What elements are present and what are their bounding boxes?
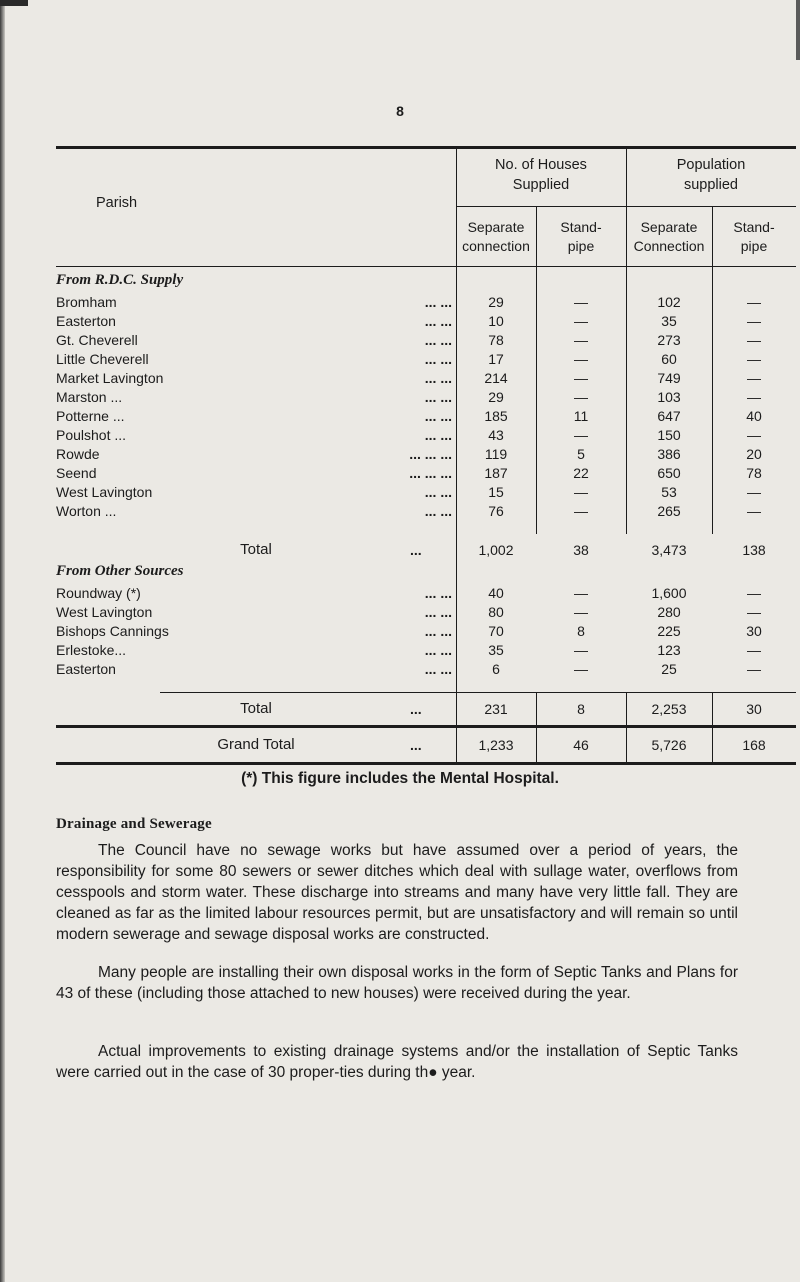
table-cell: 35 — [488, 642, 504, 658]
paragraph: Many people are installing their own disposal works in the form of Septic Tanks and Plans for 43 of these (including those attached to new houses) were received during the year. — [56, 964, 738, 1002]
table-cell: 647 — [657, 408, 681, 424]
total-cell: 3,473 — [651, 542, 687, 558]
table-cell: 80 — [488, 604, 504, 620]
parish-name: Easterton — [56, 661, 116, 677]
parish-name: Easterton — [56, 313, 116, 329]
table-cell: — — [747, 604, 761, 620]
table-cell: — — [747, 370, 761, 386]
header-population-line2: supplied — [683, 177, 738, 193]
table-cell: — — [574, 332, 588, 348]
paragraph: The Council have no sewage works but have assumed over a period of years, the responsibility for some 80 sewers or sewer ditches which deal with sullage water, overflows from cesspools and storm water. These discharge into streams and many have very little fall. They are cleaned as far as the limited labour resources permit, but are unsatisfactory and will remain so until modern sewerage and sewage disposal works are constructed. — [56, 842, 738, 943]
table-cell: — — [574, 427, 588, 443]
table-cell: — — [574, 585, 588, 601]
table-cell: — — [747, 389, 761, 405]
leader-dots: ... — [410, 701, 422, 717]
parish-name: Poulshot ... — [56, 427, 127, 443]
subheader-population-standpipe-1: Stand- — [733, 219, 775, 235]
total-cell: 38 — [573, 542, 589, 558]
table-cell: 123 — [657, 642, 681, 658]
parish-name: Marston ... — [56, 389, 123, 405]
leader-dots: ... ... — [424, 503, 452, 519]
total-cell: 8 — [577, 701, 585, 717]
total-cell: 46 — [573, 737, 589, 753]
table-cell: 53 — [661, 484, 677, 500]
leader-dots: ... ... — [424, 351, 452, 367]
table-cell: — — [574, 389, 588, 405]
header-houses-line1: No. of Houses — [495, 157, 587, 173]
parish-name: Bishops Cannings — [56, 623, 169, 639]
table-footnote: (*) This figure includes the Mental Hospital. — [241, 770, 559, 787]
total-cell: 2,253 — [651, 701, 687, 717]
table-cell: 150 — [657, 427, 681, 443]
parish-name: Market Lavington — [56, 370, 164, 386]
leader-dots: ... ... — [424, 661, 452, 677]
subheader-houses-separate-2: connection — [462, 238, 530, 254]
total-cell: 231 — [484, 701, 508, 717]
table-cell: 386 — [657, 446, 681, 462]
table-cell: 70 — [488, 623, 504, 639]
table-cell: 119 — [484, 446, 508, 462]
parish-name: Worton ... — [56, 503, 117, 519]
grand-total-top-rule — [56, 725, 796, 728]
table-cell: 30 — [746, 623, 762, 639]
leader-dots: ... ... — [424, 332, 452, 348]
table-cell: 35 — [661, 313, 677, 329]
table-cell: 17 — [488, 351, 504, 367]
table-cell: — — [574, 503, 588, 519]
table-cell: 22 — [573, 465, 589, 481]
leader-dots: ... ... — [424, 427, 452, 443]
table-cell: — — [747, 661, 761, 677]
table-cell: — — [574, 351, 588, 367]
leader-dots: ... ... ... — [409, 446, 452, 462]
total-label: Total — [240, 541, 272, 558]
table-cell: 25 — [661, 661, 677, 677]
table-cell: 10 — [488, 313, 504, 329]
leader-dots: ... ... — [424, 642, 452, 658]
table-cell: 265 — [657, 503, 681, 519]
leader-dots: ... ... — [424, 623, 452, 639]
subheader-population-standpipe-2: pipe — [740, 238, 768, 254]
parish-name: West Lavington — [56, 604, 153, 620]
table-cell: 76 — [488, 503, 504, 519]
parish-name: Gt. Cheverell — [56, 332, 138, 348]
table-cell: 20 — [746, 446, 762, 462]
leader-dots: ... — [410, 737, 422, 753]
table-cell: 43 — [488, 427, 504, 443]
parish-name: Bromham — [56, 294, 117, 310]
total-cell: 30 — [746, 701, 762, 717]
table-cell: 650 — [657, 465, 681, 481]
subheader-houses-standpipe-1: Stand- — [560, 219, 602, 235]
total-cell: 168 — [742, 737, 766, 753]
table-cell: 280 — [657, 604, 681, 620]
leader-dots: ... ... — [424, 389, 452, 405]
table-bottom-rule — [56, 762, 796, 765]
leader-dots: ... ... — [424, 370, 452, 386]
table-cell: — — [574, 642, 588, 658]
section-other-sources: From Other Sources — [56, 563, 184, 579]
table-cell: 225 — [657, 623, 681, 639]
table-cell: — — [574, 370, 588, 386]
parish-name: West Lavington — [56, 484, 153, 500]
table-cell: 273 — [657, 332, 681, 348]
table-cell: — — [747, 313, 761, 329]
table-cell: 1,600 — [651, 585, 687, 601]
header-houses-line2: Supplied — [512, 177, 570, 193]
parish-name: Little Cheverell — [56, 351, 149, 367]
subheader-population-separate-1: Separate — [640, 219, 698, 235]
leader-dots: ... — [410, 542, 422, 558]
table-cell: — — [574, 294, 588, 310]
table-cell: 8 — [577, 623, 585, 639]
table-cell: 78 — [488, 332, 504, 348]
table-cell: — — [747, 332, 761, 348]
table-cell: 214 — [484, 370, 508, 386]
section-rdc-supply: From R.D.C. Supply — [56, 272, 184, 288]
table-cell: — — [747, 642, 761, 658]
leader-dots: ... ... — [424, 294, 452, 310]
parish-name: Erlestoke... — [56, 642, 127, 658]
table-cell: — — [574, 604, 588, 620]
total-cell: 5,726 — [651, 737, 687, 753]
table-cell: 103 — [657, 389, 681, 405]
table-cell: 11 — [573, 408, 589, 424]
table-cell: — — [747, 503, 761, 519]
parish-name: Potterne ... — [56, 408, 125, 424]
table-cell: — — [747, 351, 761, 367]
leader-dots: ... ... — [424, 604, 452, 620]
table-cell: 6 — [492, 661, 500, 677]
leader-dots: ... ... — [424, 313, 452, 329]
leader-dots: ... ... — [424, 484, 452, 500]
table-cell: — — [574, 313, 588, 329]
parish-name: Seend — [56, 465, 97, 481]
table-cell: 185 — [484, 408, 508, 424]
table-cell: — — [747, 585, 761, 601]
table-cell: 749 — [657, 370, 681, 386]
subtotal-rule — [160, 692, 796, 693]
subheader-houses-separate-1: Separate — [467, 219, 525, 235]
grand-total-label: Grand Total — [217, 736, 295, 753]
subheader-population-separate-2: Connection — [633, 238, 705, 254]
parish-name: Roundway (*) — [56, 585, 141, 601]
leader-dots: ... ... — [424, 408, 452, 424]
total-cell: 1,002 — [478, 542, 514, 558]
table-cell: 187 — [484, 465, 508, 481]
table-cell: 5 — [577, 446, 585, 462]
page-number: 8 — [396, 103, 404, 119]
table-cell: 40 — [746, 408, 762, 424]
parish-name: Rowde — [56, 446, 100, 462]
table-cell: — — [574, 484, 588, 500]
subheader-houses-standpipe-2: pipe — [567, 238, 595, 254]
table-cell: — — [747, 294, 761, 310]
header-parish: Parish — [96, 195, 138, 211]
table-top-rule — [56, 146, 796, 149]
table-cell: 78 — [746, 465, 762, 481]
section-heading: Drainage and Sewerage — [56, 816, 212, 832]
leader-dots: ... ... — [424, 585, 452, 601]
table-cell: 29 — [488, 389, 504, 405]
table-cell: 29 — [488, 294, 504, 310]
header-population-line1: Population — [676, 157, 746, 173]
paragraph: Actual improvements to existing drainage systems and/or the installation of Septic Tanks were carried out in the case of 30 proper-ties during th● year. — [56, 1043, 738, 1081]
total-cell: 138 — [742, 542, 766, 558]
total-cell: 1,233 — [478, 737, 514, 753]
table-cell: 60 — [661, 351, 677, 367]
table-cell: 15 — [488, 484, 504, 500]
table-cell: — — [574, 661, 588, 677]
total-label: Total — [240, 700, 272, 717]
table-cell: 102 — [657, 294, 681, 310]
header-bottom-rule — [56, 266, 796, 267]
table-cell: 40 — [488, 585, 504, 601]
table-cell: — — [747, 427, 761, 443]
leader-dots: ... ... ... — [409, 465, 452, 481]
table-cell: — — [747, 484, 761, 500]
